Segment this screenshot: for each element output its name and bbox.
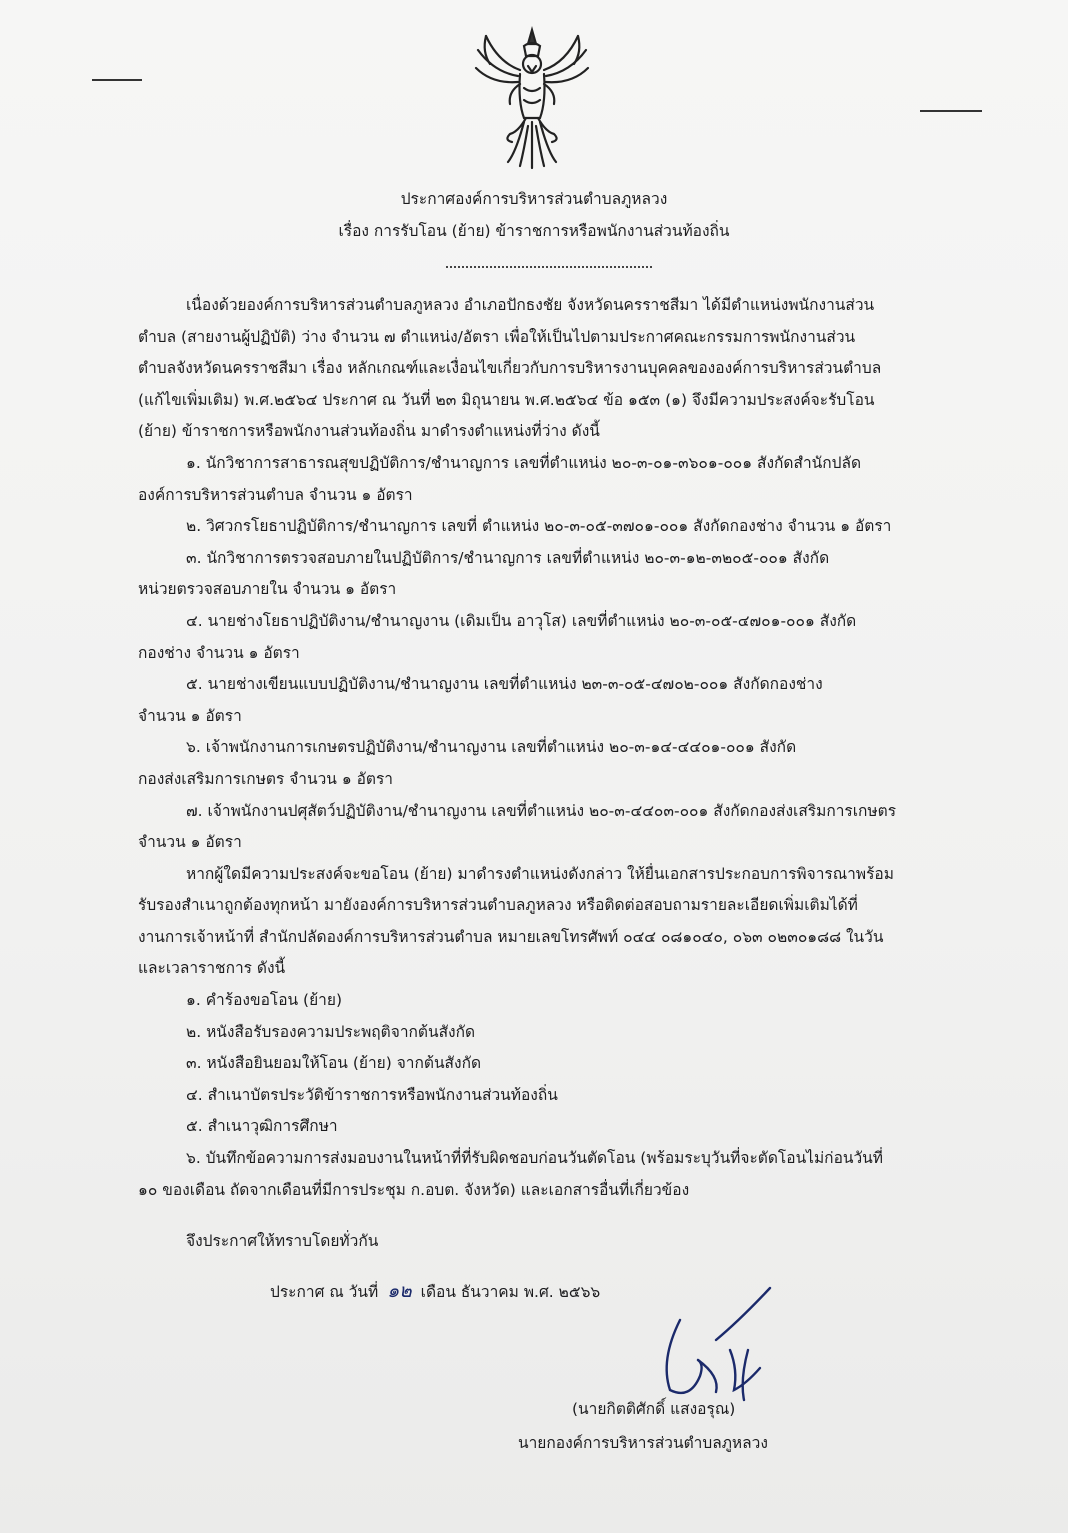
document-item — [138, 1143, 984, 1206]
document-item — [138, 1017, 984, 1049]
document-item — [138, 1048, 984, 1080]
position-item-line: จำนวน ๑ อัตรา — [138, 833, 242, 852]
position-item-line: ๒. วิศวกรโยธาปฏิบัติการ/ชำนาญการ เลขที่ ตำแหน่ง ๒๐-๓-๐๕-๓๗๐๑-๐๐๑ สังกัดกองช่าง จำนวน ๑ อัตรา — [186, 517, 892, 536]
document-item-line: ๖. บันทึกข้อความการส่งมอบงานในหน้าที่ที่รับผิดชอบก่อนวันตัดโอน (พร้อมระบุวันที่จะตัดโอนไม่ก่อนวันที่ — [186, 1149, 883, 1168]
intro-line: ตำบลจังหวัดนครราชสีมา เรื่อง หลักเกณฑ์และเงื่อนไขเกี่ยวกับการบริหารงานบุคคลขององค์การบริหารส่วนตำบล — [138, 359, 882, 378]
position-item — [138, 669, 984, 732]
document-item-line: ๑. คำร้องขอโอน (ย้าย) — [186, 991, 342, 1010]
document-item-line: ๒. หนังสือรับรองความประพฤติจากต้นสังกัด — [186, 1022, 476, 1041]
document-item — [138, 1111, 984, 1143]
signature-mark — [620, 1280, 800, 1410]
document-item-line: ๑๐ ของเดือน ถัดจากเดือนที่มีการประชุม ก.อบต. จังหวัด) และเอกสารอื่นที่เกี่ยวข้อง — [138, 1180, 690, 1199]
garuda-emblem — [468, 22, 596, 172]
document-item — [138, 1080, 984, 1112]
position-item-line: กองช่าง จำนวน ๑ อัตรา — [138, 643, 300, 662]
position-item — [138, 796, 984, 859]
position-item-line: องค์การบริหารส่วนตำบล จำนวน ๑ อัตรา — [138, 485, 413, 504]
position-item — [138, 448, 984, 511]
intro-line: เนื่องด้วยองค์การบริหารส่วนตำบลภูหลวง อำเภอปักธงชัย จังหวัดนครราชสีมา ได้มีตำแหน่งพนักงานส่วน — [186, 296, 875, 314]
date-suffix: เดือน ธันวาคม พ.ศ. ๒๕๖๖ — [420, 1283, 601, 1301]
announcement-body — [138, 290, 984, 1206]
position-item-line: จำนวน ๑ อัตรา — [138, 706, 242, 725]
position-item-line: ๕. นายช่างเขียนแบบปฏิบัติงาน/ชำนาญงาน เลขที่ตำแหน่ง ๒๓-๓-๐๕-๔๗๐๒-๐๐๑ สังกัดกองช่าง — [186, 675, 823, 694]
position-item-line: ๓. นักวิชาการตรวจสอบภายในปฏิบัติการ/ชำนาญการ เลขที่ตำแหน่ง ๒๐-๓-๑๒-๓๒๐๕-๐๐๑ สังกัด — [186, 548, 830, 567]
position-item-line: ๗. เจ้าพนักงานปศุสัตว์ปฏิบัติงาน/ชำนาญงาน เลขที่ตำแหน่ง ๒๐-๓-๔๔๐๓-๐๐๑ สังกัดกองส่งเสริมการเกษตร — [186, 801, 897, 820]
apply-line: รับรองสำเนาถูกต้องทุกหน้า มายังองค์การบริหารส่วนตำบลภูหลวง หรือติดต่อสอบถามรายละเอียดเพิ่มเติมได้ที่ — [138, 896, 858, 915]
position-item — [138, 543, 984, 606]
document-item — [138, 985, 984, 1017]
intro-line: (แก้ไขเพิ่มเติม) พ.ศ.๒๕๖๔ ประกาศ ณ วันที่ ๒๓ มิถุนายน พ.ศ.๒๕๖๔ ข้อ ๑๕๓ (๑) จึงมีความประสงค์จะรับโอน — [138, 390, 875, 409]
corner-line-left — [92, 79, 142, 81]
intro-line: ตำบล (สายงานผู้ปฏิบัติ) ว่าง จำนวน ๗ ตำแหน่ง/อัตรา เพื่อให้เป็นไปตามประกาศคณะกรรมการพนักงานส่วน — [138, 327, 856, 346]
signer-title: นายกองค์การบริหารส่วนตำบลภูหลวง — [518, 1434, 768, 1452]
announce-statement: จึงประกาศให้ทราบโดยทั่วกัน — [186, 1232, 379, 1250]
document-title: ประกาศองค์การบริหารส่วนตำบลภูหลวง — [400, 190, 668, 208]
position-item — [138, 606, 984, 669]
date-prefix: ประกาศ ณ วันที่ — [270, 1283, 379, 1301]
apply-line: หากผู้ใดมีความประสงค์จะขอโอน (ย้าย) มาดำรงตำแหน่งดังกล่าว ให้ยื่นเอกสารประกอบการพิจารณาพร้อม — [186, 864, 894, 883]
position-item — [138, 732, 984, 795]
position-item-line: ๑. นักวิชาการสาธารณสุขปฏิบัติการ/ชำนาญการ เลขที่ตำแหน่ง ๒๐-๓-๐๑-๓๖๐๑-๐๐๑ สังกัดสำนักปลัด — [186, 453, 862, 472]
announce-date — [270, 1276, 600, 1306]
signer-name: (นายกิตติศักดิ์ แสงอรุณ) — [572, 1400, 736, 1418]
document-subject: เรื่อง การรับโอน (ย้าย) ข้าราชการหรือพนักงานส่วนท้องถิ่น — [338, 222, 730, 240]
position-item-line: หน่วยตรวจสอบภายใน จำนวน ๑ อัตรา — [138, 580, 397, 599]
apply-line: งานการเจ้าหน้าที่ สำนักปลัดองค์การบริหารส่วนตำบล หมายเลขโทรศัพท์ ๐๔๔ ๐๘๑๐๔๐, ๐๖๓ ๐๒๓๐๑๘๘ ในวัน — [138, 927, 884, 946]
corner-line-right — [920, 110, 982, 112]
position-list — [138, 448, 984, 859]
intro-paragraph — [138, 290, 984, 448]
position-item-line: กองส่งเสริมการเกษตร จำนวน ๑ อัตรา — [138, 769, 394, 788]
date-day-handwritten: ๑๒ — [387, 1280, 412, 1302]
position-item-line: ๔. นายช่างโยธาปฏิบัติงาน/ชำนาญงาน (เดิมเป็น อาวุโส) เลขที่ตำแหน่ง ๒๐-๓-๐๕-๔๗๐๑-๐๐๑ สังกัด — [186, 611, 857, 630]
position-item — [138, 511, 984, 543]
document-item-line: ๔. สำเนาบัตรประวัติข้าราชการหรือพนักงานส่วนท้องถิ่น — [186, 1085, 558, 1104]
document-list — [138, 985, 984, 1206]
dotted-separator — [446, 266, 652, 268]
apply-line: และเวลาราชการ ดังนี้ — [138, 959, 286, 978]
document-item-line: ๓. หนังสือยินยอมให้โอน (ย้าย) จากต้นสังกัด — [186, 1054, 482, 1073]
intro-line: (ย้าย) ข้าราชการหรือพนักงานส่วนท้องถิ่น มาดำรงตำแหน่งที่ว่าง ดังนี้ — [138, 422, 600, 441]
application-paragraph — [138, 859, 984, 985]
document-item-line: ๕. สำเนาวุฒิการศึกษา — [186, 1117, 338, 1136]
position-item-line: ๖. เจ้าพนักงานการเกษตรปฏิบัติงาน/ชำนาญงาน เลขที่ตำแหน่ง ๒๐-๓-๑๔-๔๔๐๑-๐๐๑ สังกัด — [186, 738, 797, 757]
